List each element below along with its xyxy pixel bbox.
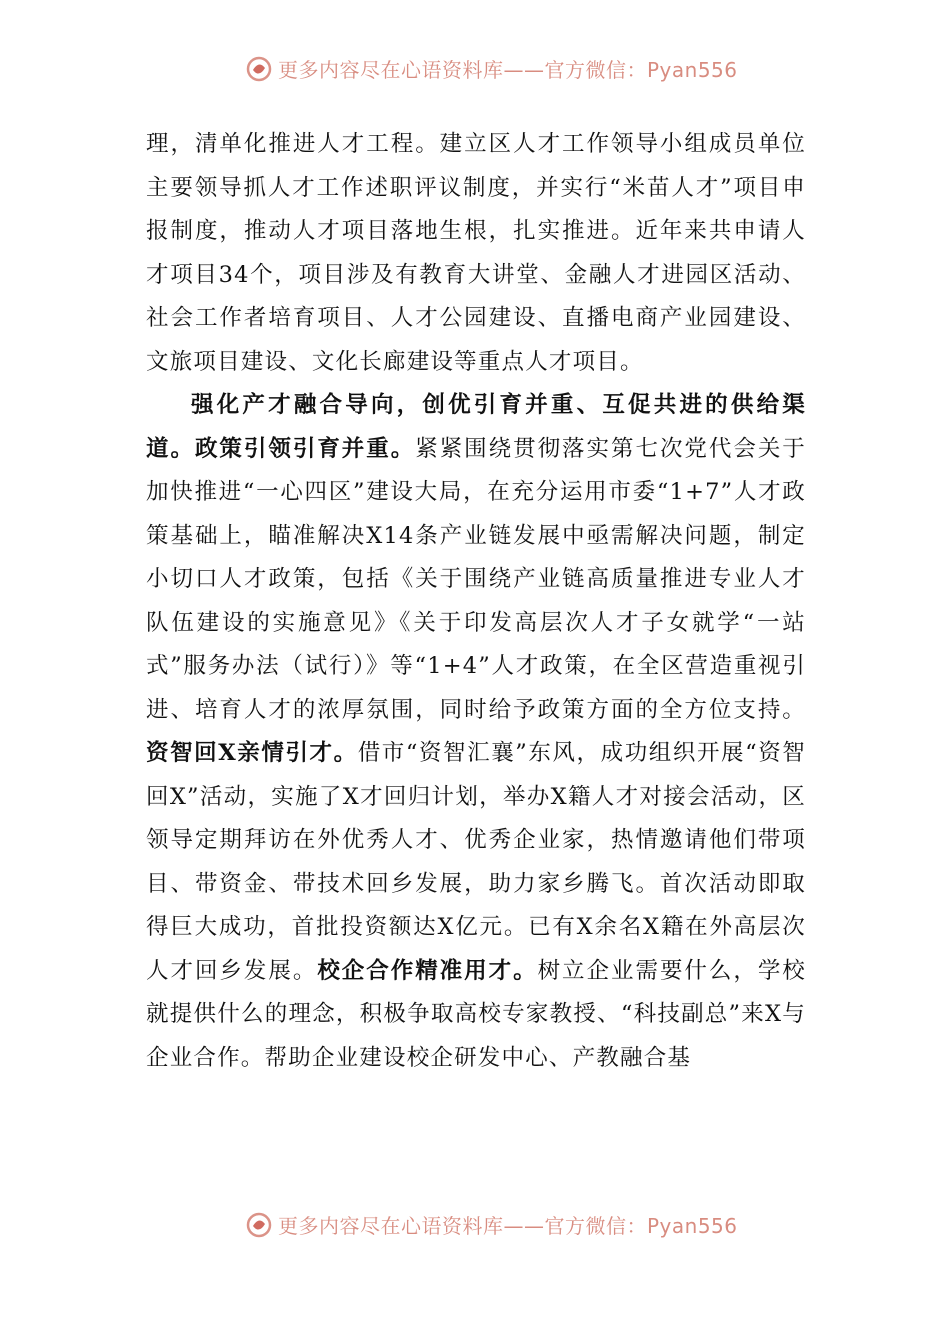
logo-icon (246, 56, 272, 82)
watermark-text: 更多内容尽在心语资料库——官方微信：Pyan556 (278, 1214, 738, 1238)
text-return: 借市“资智汇襄”东风，成功组织开展“资智回X”活动，实施了X才回归计划，举办X籍人才对接会活动，区领导定期拜访在外优秀人才、优秀企业家，热情邀请他们带项目、带资金、带技术回乡发展，助力家乡腾飞。首次活动即取得巨大成功，首批投资额达X亿元。已有X余名X籍在外高层次人才回乡发展。 (146, 740, 806, 984)
subheading-policy: 政策引领引育并重。 (194, 435, 416, 462)
logo-icon (246, 1212, 272, 1238)
subheading-return: 资智回X亲情引才。 (146, 740, 358, 766)
text-school-enterprise: 树立企业需要什么，学校就提供什么的理念，积极争取高校专家教授、“科技副总”来X与企业合作。帮助企业建设校企研发中心、产教融合基 (146, 957, 807, 1071)
subheading-school-enterprise: 校企合作精准用才。 (317, 957, 538, 984)
paragraph-project-list: 理，清单化推进人才工程。建立区人才工作领导小组成员单位主要领导抓人才工作述职评议制度，并实行“米苗人才”项目申报制度，推动人才项目落地生根，扎实推进。近年来共申请人才项目34个，项目涉及有教育大讲堂、金融人才进园区活动、社会工作者培育项目、人才公园建设、直播电商产业园建设、文旅项目建设、文化长廊建设等重点人才项目。 (146, 131, 806, 375)
section-heading: 强化产才融合导向，创优引育并重、互促共进的供给渠道。 (146, 392, 806, 462)
document-body (146, 123, 806, 1080)
watermark-text: 更多内容尽在心语资料库——官方微信：Pyan556 (278, 58, 738, 82)
text-policy: 紧紧围绕贯彻落实第七次党代会关于加快推进“一心四区”建设大局，在充分运用市委“1+7”人才政策基础上，瞄准解决X14条产业链发展中亟需解决问题，制定小切口人才政策，包括《关于围绕产业链高质量推进专业人才队伍建设的实施意见》《关于印发高层次人才子女就学“一站式”服务办法（试行）》等“1+4”人才政策，在全区营造重视引进、培育人才的浓厚氛围，同时给予政策方面的全方位支持。 (146, 435, 807, 723)
watermark-banner-bottom (0, 1208, 950, 1244)
watermark-banner-top (0, 52, 950, 88)
paragraph-talent-integration (146, 384, 806, 1080)
